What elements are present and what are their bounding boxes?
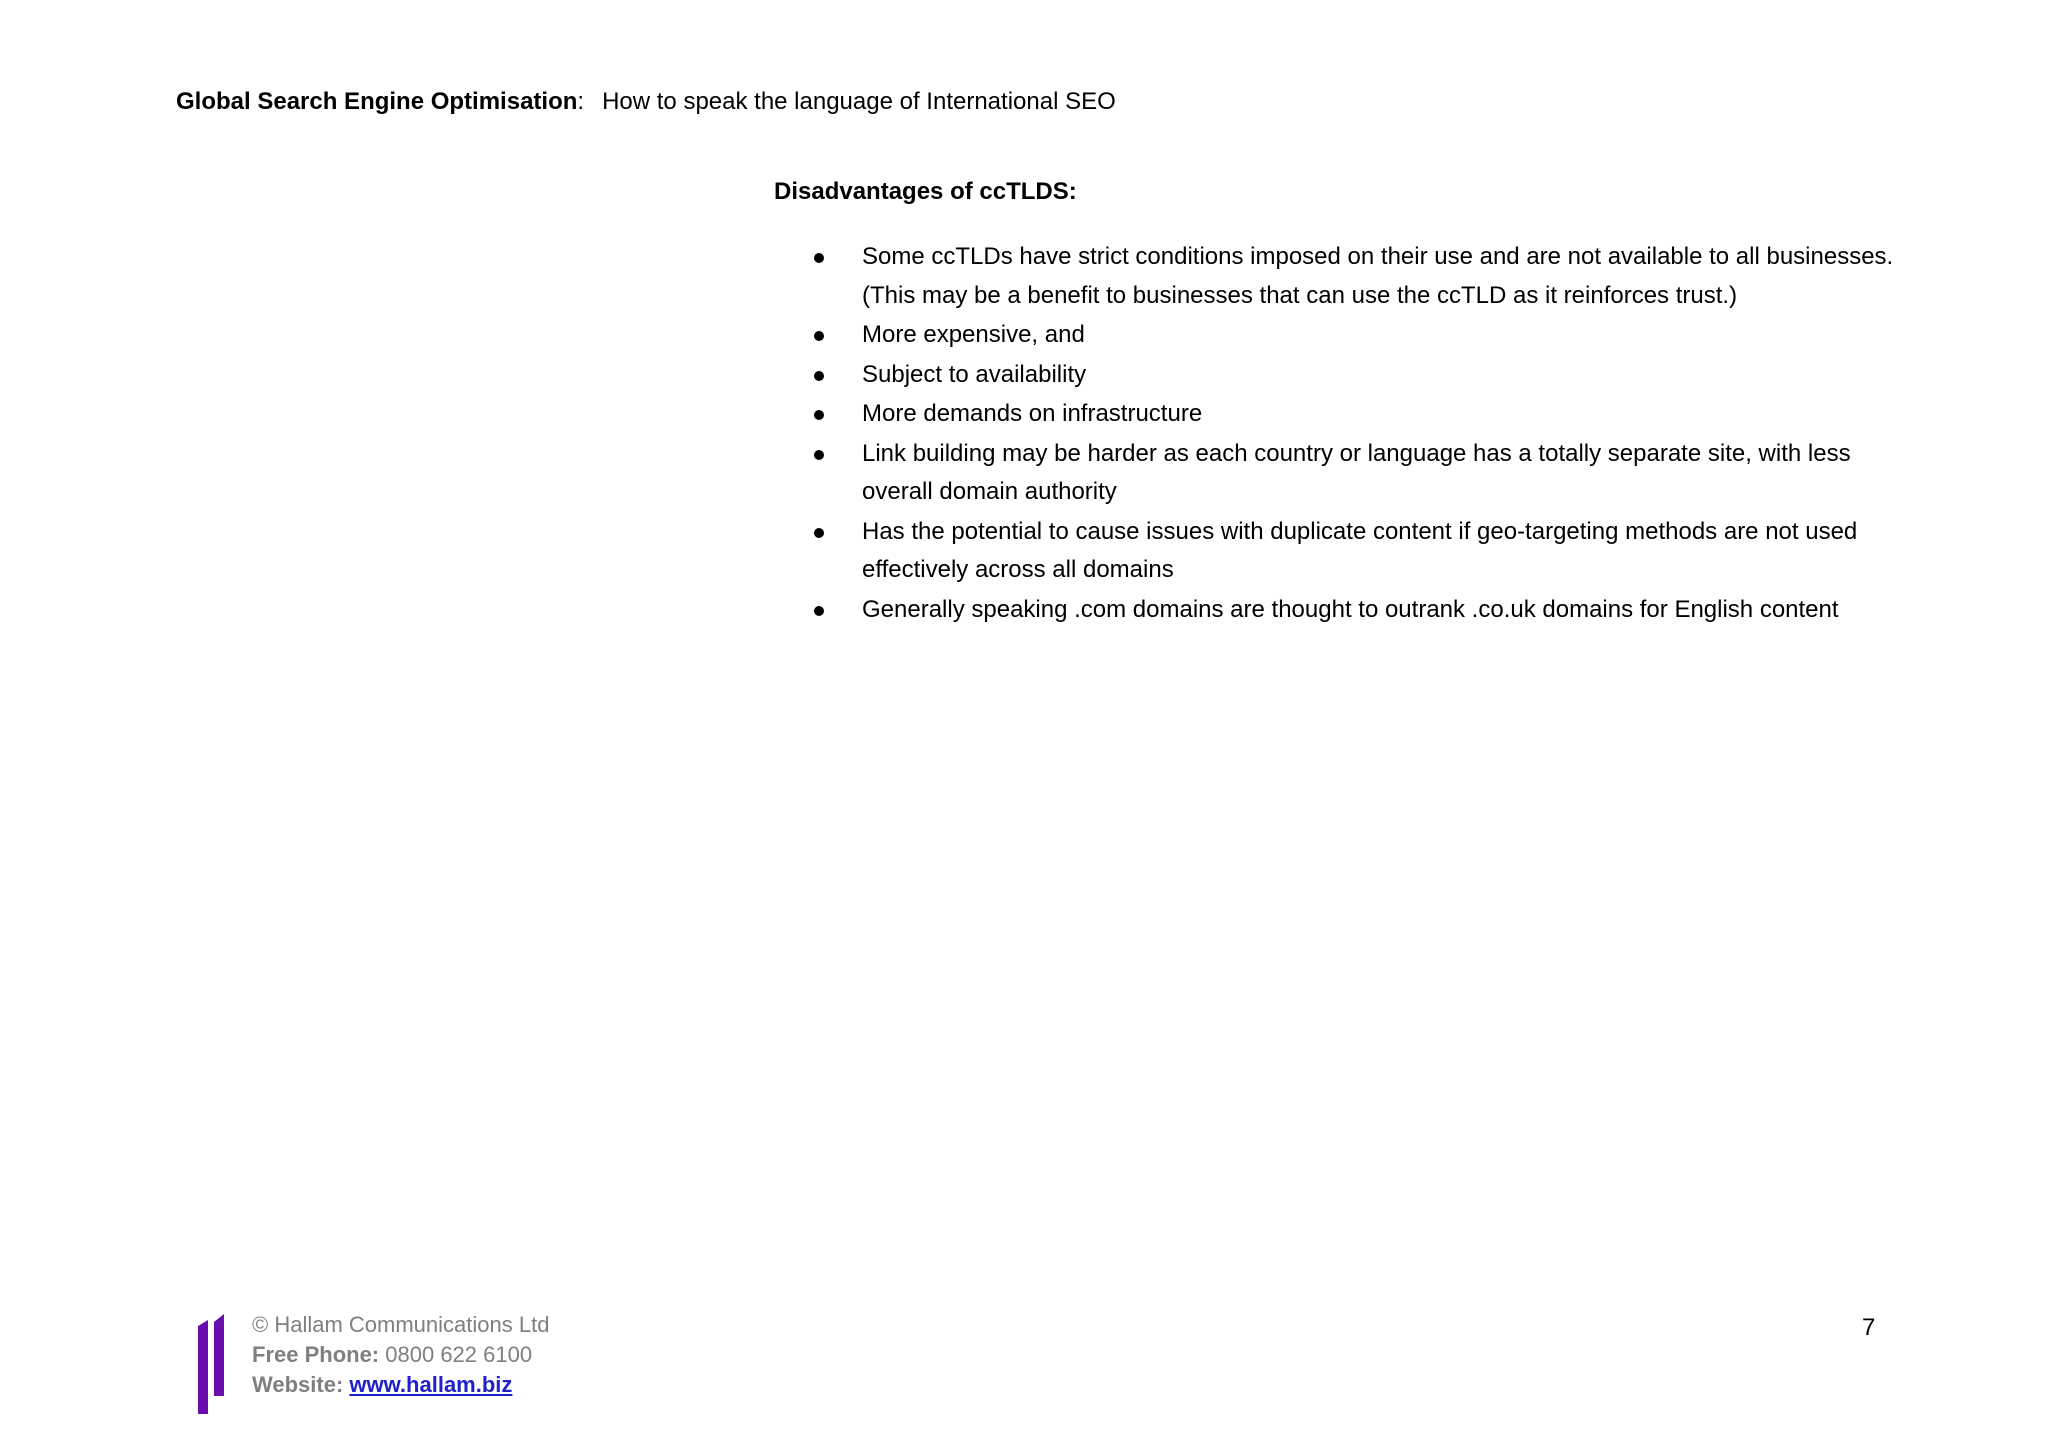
list-item-text: Some ccTLDs have strict conditions imposed on their use and are not available to all businesses. (This may be a benefit to businesses that can use the ccTLD as it reinforces trust.)	[862, 243, 1894, 309]
copyright-text: © Hallam Communications Ltd	[252, 1312, 550, 1337]
disadvantages-section	[774, 176, 1904, 630]
bullet-icon	[814, 331, 824, 341]
document-title: Global Search Engine Optimisation	[176, 88, 578, 115]
list-item-text: Link building may be harder as each country or language has a totally separate site, with less overall domain authority	[862, 439, 1851, 505]
phone-label: Free Phone:	[252, 1342, 380, 1367]
section-heading: Disadvantages of ccTLDS:	[774, 178, 1077, 205]
list-item-text: More expensive, and	[862, 321, 1085, 348]
bullet-icon	[814, 528, 824, 538]
bullet-icon	[814, 410, 824, 420]
list-item	[774, 513, 1904, 590]
phone-number: 0800 622 6100	[385, 1342, 533, 1367]
footer-contact	[252, 1310, 549, 1400]
list-item	[774, 316, 1904, 355]
list-item	[774, 435, 1904, 512]
list-item-text: Subject to availability	[862, 360, 1087, 388]
bullet-icon	[814, 606, 824, 616]
list-item	[774, 591, 1904, 630]
list-item-text: Has the potential to cause issues with duplicate content if geo-targeting methods are not used effectively across all domains	[862, 517, 1858, 583]
website-label: Website:	[252, 1372, 344, 1397]
page-header	[176, 86, 1116, 118]
hallam-logo-icon	[198, 1314, 228, 1414]
disadvantages-list	[774, 238, 1904, 629]
list-item-text: Generally speaking .com domains are thought to outrank .co.uk domains for English content	[862, 595, 1839, 623]
phone-line	[252, 1340, 549, 1370]
bullet-icon	[814, 450, 824, 460]
list-item	[774, 395, 1904, 434]
website-line	[252, 1370, 549, 1400]
website-link[interactable]: www.hallam.biz	[349, 1372, 513, 1397]
page-number: 7	[1862, 1314, 1876, 1341]
title-separator: :	[577, 88, 585, 115]
list-item-text: More demands on infrastructure	[862, 400, 1203, 427]
bullet-icon	[814, 253, 824, 263]
list-item	[774, 238, 1904, 315]
list-item	[774, 356, 1904, 395]
document-subtitle: How to speak the language of International SEO	[602, 88, 1116, 115]
bullet-icon	[814, 371, 824, 381]
